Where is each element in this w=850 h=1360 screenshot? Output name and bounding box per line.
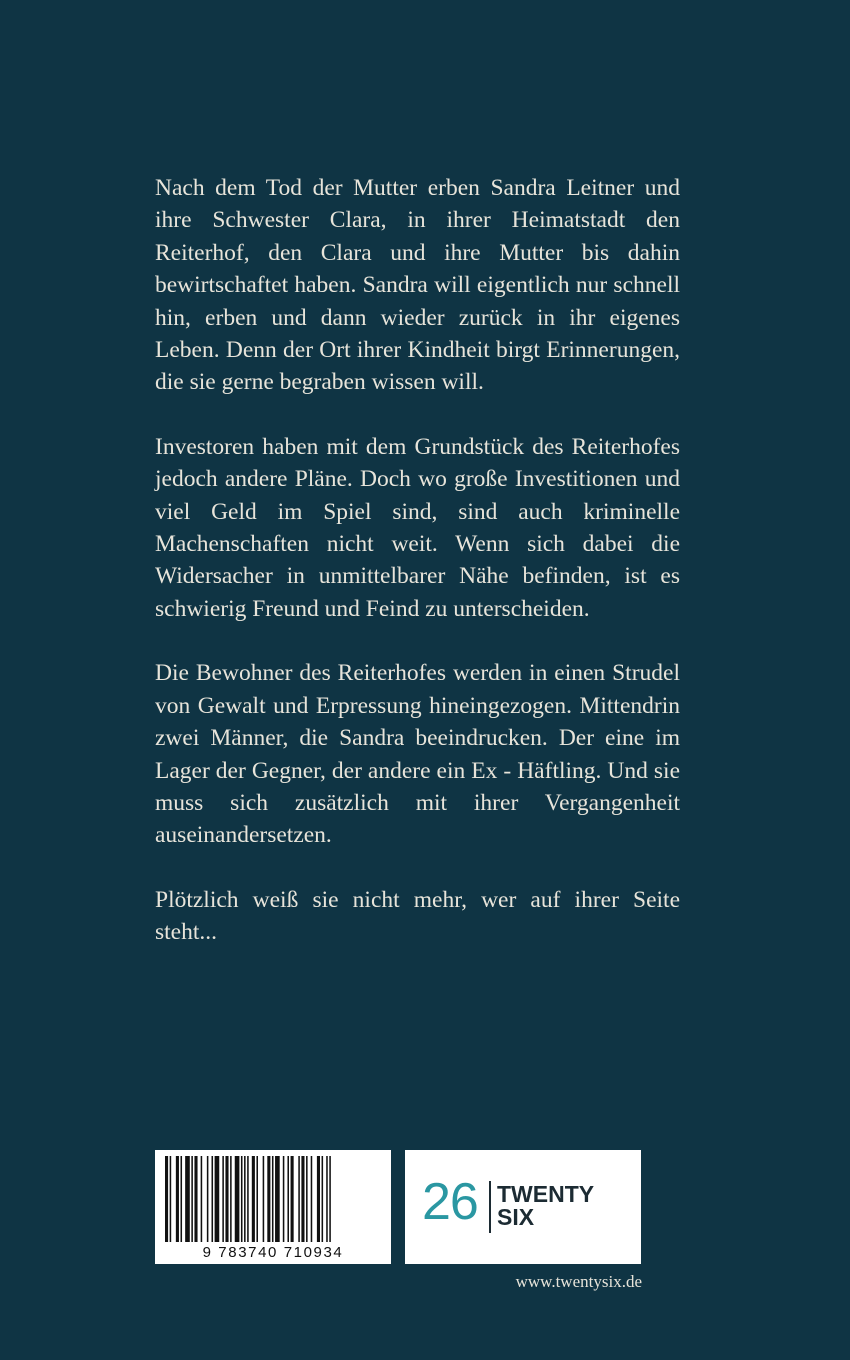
- blurb-paragraph-1: Nach dem Tod der Mutter erben Sandra Leitner und ihre Schwester Clara, in ihrer Heimatstadt den Reiterhof, den Clara und ihre Mutter bis dahin bewirtschaftet haben. Sandra will eigentlich nur schnell hin, erben und dann wieder zurück in ihr eigenes Leben. Denn der Ort ihrer Kindheit birgt Erinnerungen, die sie gerne begraben wissen will.: [155, 175, 680, 396]
- isbn-digits: 9 783740 710934: [202, 1244, 344, 1261]
- publisher-url: www.twentysix.de: [515, 1272, 642, 1291]
- barcode-bar: [215, 1156, 220, 1242]
- barcode-bar: [191, 1156, 193, 1242]
- barcode-bar: [247, 1156, 249, 1242]
- logo-word-twenty: TWENTY: [497, 1181, 595, 1207]
- blurb-paragraph-3: Die Bewohner des Reiterhofes werden in einen Strudel von Gewalt und Erpressung hineingezogen. Mittendrin zwei Männer, die Sandra beeindrucken. Der eine im Lager der Gegner, der andere ein Ex - Häftling. Und sie muss sich zusätzlich mit ihrer Vergangenheit auseinandersetzen.: [155, 660, 680, 849]
- barcode-bar: [301, 1156, 304, 1242]
- barcode-bar: [201, 1156, 203, 1242]
- barcode-bar: [283, 1156, 285, 1242]
- barcode-bar: [225, 1156, 228, 1242]
- barcode-bar: [298, 1156, 300, 1242]
- barcode-bar: [317, 1156, 320, 1242]
- barcode-bar: [306, 1156, 308, 1242]
- barcode-bar: [252, 1156, 255, 1242]
- logo-number: 26: [422, 1173, 478, 1231]
- barcode-bar: [311, 1156, 313, 1242]
- barcode-bar: [329, 1156, 331, 1242]
- barcode-bar: [181, 1156, 183, 1242]
- barcode-bar: [176, 1156, 179, 1242]
- barcode-bar: [165, 1156, 168, 1242]
- barcode-bar: [222, 1156, 224, 1242]
- barcode-bar: [194, 1156, 197, 1242]
- isbn-barcode: [155, 1150, 391, 1264]
- barcode-bar: [272, 1156, 274, 1242]
- barcode-bar: [275, 1156, 280, 1242]
- publisher-logo: [405, 1150, 641, 1264]
- barcode-bar: [267, 1156, 270, 1242]
- logo-divider: [489, 1181, 491, 1233]
- barcode-bar: [291, 1156, 294, 1242]
- barcode-bar: [230, 1156, 232, 1242]
- barcode-bar: [170, 1156, 172, 1242]
- barcode-bar: [207, 1156, 209, 1242]
- barcode-bar: [322, 1156, 324, 1242]
- barcode-bar: [326, 1156, 328, 1242]
- barcode-bar: [244, 1156, 246, 1242]
- barcode-bar: [235, 1156, 240, 1242]
- blurb-paragraph-2: Investoren haben mit dem Grundstück des Reiterhofes jedoch andere Pläne. Doch wo große Investitionen und viel Geld im Spiel sind, sind auch kriminelle Machenschaften nicht weit. Wenn sich dabei die Widersacher in unmittelbarer Nähe befinden, ist es schwierig Freund und Feind zu unterscheiden.: [155, 433, 680, 622]
- barcode-bar: [241, 1156, 243, 1242]
- blurb-paragraph-4: Plötzlich weiß sie nicht mehr, wer auf ihrer Seite steht...: [155, 886, 680, 946]
- logo-word-six: SIX: [497, 1204, 535, 1230]
- back-cover-blurb: [155, 172, 680, 981]
- barcode-bar: [185, 1156, 190, 1242]
- logo-wordmark: [497, 1183, 594, 1229]
- barcode-bar: [287, 1156, 289, 1242]
- barcode-bar: [212, 1156, 214, 1242]
- barcode-bar: [256, 1156, 258, 1242]
- barcode-bar: [263, 1156, 265, 1242]
